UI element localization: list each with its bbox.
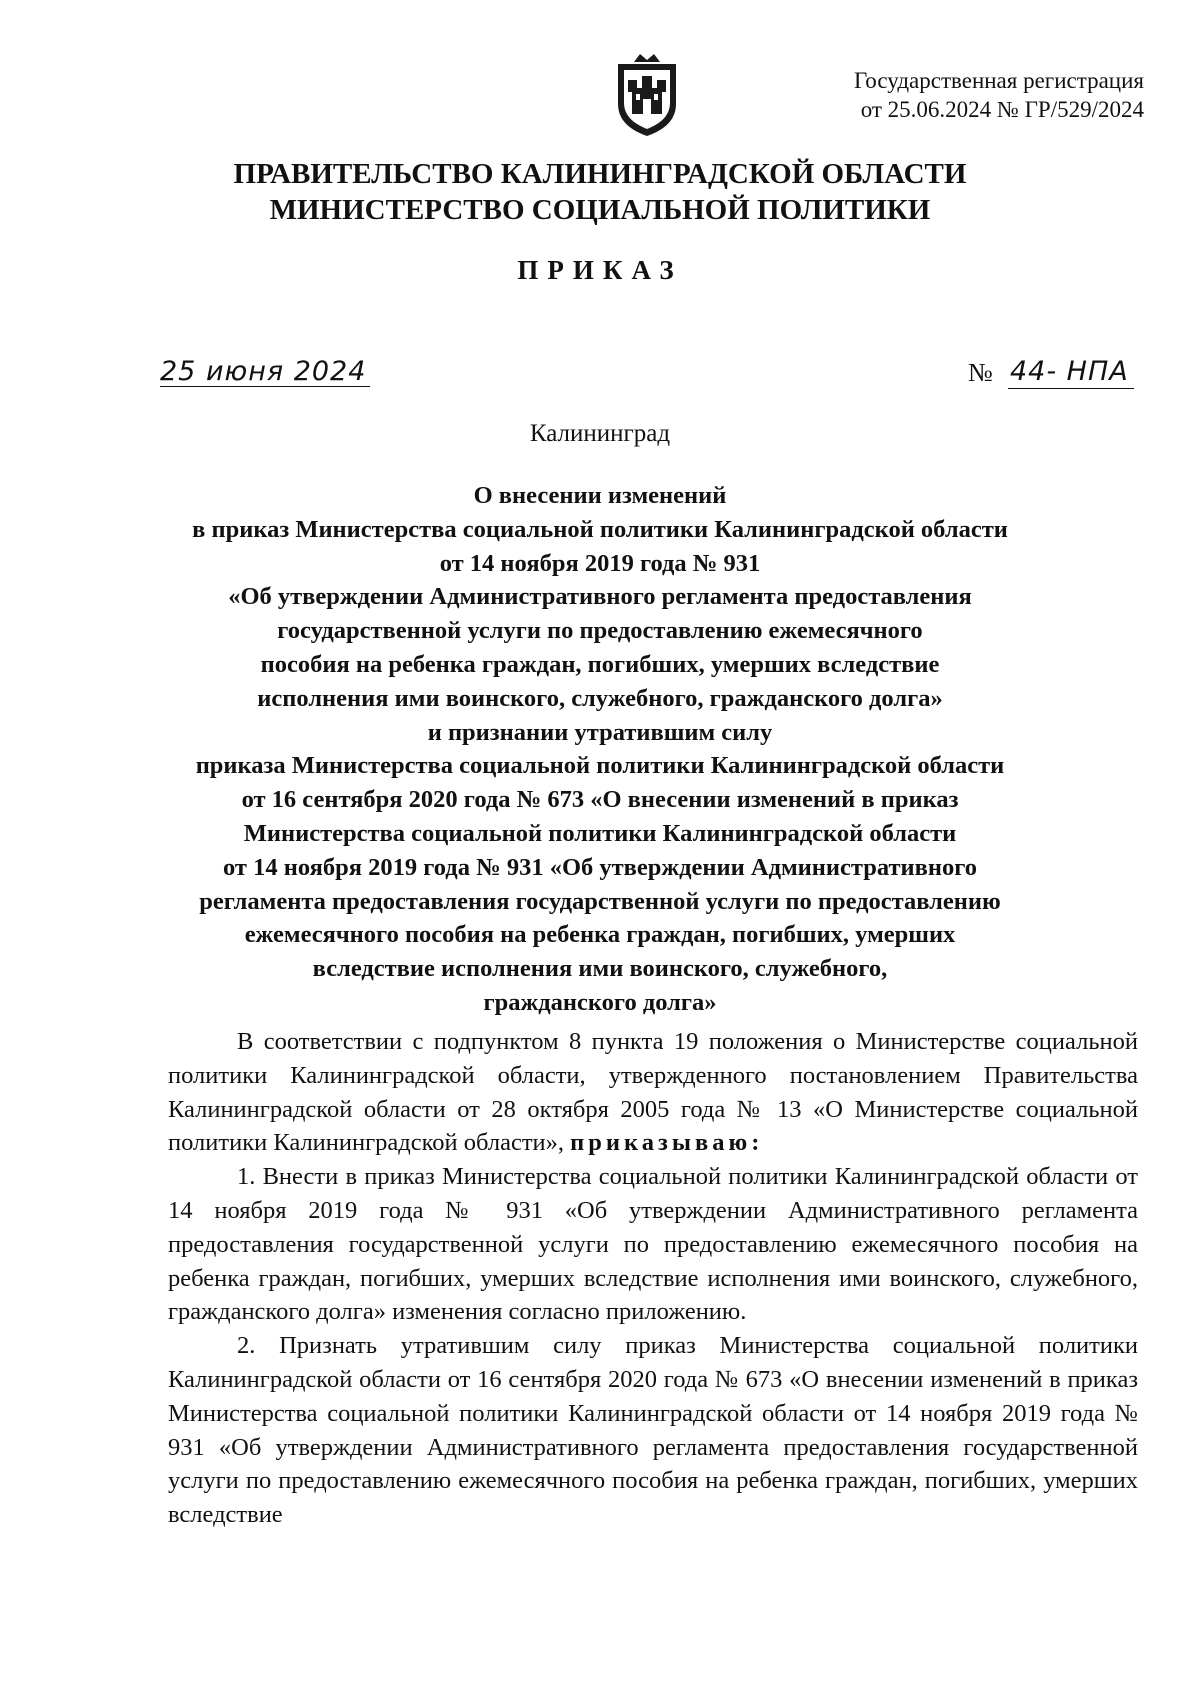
- title-line: О внесении изменений: [473, 482, 727, 509]
- registration-line-2: от 25.06.2024 № ГР/529/2024: [860, 97, 1144, 122]
- registration-line-1: Государственная регистрация: [854, 68, 1144, 93]
- title-line: от 16 сентября 2020 года № 673 «О внесении изменений в приказ: [241, 786, 959, 814]
- title-line: и признании утратившим силу: [427, 718, 773, 746]
- registration-stamp: [854, 66, 1144, 124]
- title-line: Министерства социальной политики Калининградской области: [243, 819, 957, 847]
- title-line: регламента предоставления государственной услуги по предоставлению: [199, 887, 1001, 915]
- coat-of-arms-emblem: [612, 54, 682, 138]
- order-word: приказываю:: [570, 1129, 764, 1157]
- preamble-paragraph: [168, 1025, 1138, 1160]
- title-line: от 14 ноября 2019 года № 931 «Об утверждении Административного: [223, 853, 977, 881]
- title-line: ежемесячного пособия на ребенка граждан, погибших, умерших: [244, 921, 956, 949]
- item-1-paragraph: 1. Внести в приказ Министерства социальной политики Калининградской области от 14 ноября 2019 года № 931 «Об утверждении Административного регламента предоставления государственной услуги по предоставлению ежемесячного пособия на ребенка граждан, погибших, умерших вследствие исполнения ими воинского, служебного, гражданского долга» изменения согласно приложению.: [168, 1163, 1138, 1326]
- city: Калининград: [529, 420, 671, 447]
- date-underline: [160, 386, 370, 387]
- item-2-paragraph: 2. Признать утратившим силу приказ Министерства социальной политики Калининградской области от 16 сентября 2020 года № 673 «О внесении изменений в приказ Министерства социальной политики Калининградской области от 14 ноября 2019 года № 931 «Об утверждении Административного регламента предоставления государственной услуги по предоставлению ежемесячного пособия на ребенка граждан, погибших, умерших вследствие: [168, 1332, 1138, 1529]
- issuer-header: [0, 156, 1200, 228]
- title-line: государственной услуги по предоставлению ежемесячного: [277, 617, 923, 645]
- title-line: гражданского долга»: [483, 988, 717, 1016]
- title-line: исполнения ими воинского, служебного, гражданского долга»: [257, 684, 943, 712]
- document-type: ПРИКАЗ: [517, 255, 683, 285]
- handwritten-date: 25 июня 2024: [160, 356, 367, 387]
- title-line: вследствие исполнения ими воинского, служебного,: [312, 955, 888, 983]
- title-line: пособия на ребенка граждан, погибших, умерших вследствие: [260, 650, 940, 678]
- title-line: приказа Министерства социальной политики Калининградской области: [195, 752, 1005, 780]
- title-line: от 14 ноября 2019 года № 931: [439, 549, 761, 577]
- government-name: ПРАВИТЕЛЬСТВО КАЛИНИНГРАДСКОЙ ОБЛАСТИ: [233, 158, 967, 190]
- ministry-name: МИНИСТЕРСТВО СОЦИАЛЬНОЙ ПОЛИТИКИ: [269, 194, 931, 226]
- title-line: в приказ Министерства социальной политики Калининградской области: [192, 515, 1008, 543]
- document-body: [168, 1025, 1138, 1532]
- number-label: №: [968, 358, 993, 387]
- preamble-text: В соответствии с подпунктом 8 пункта 19 положения о Министерстве социальной политики Калининградской области, утвержденного постановлением Правительства Калининградской области от 28 октября 2005 года № 13 «О Министерстве социальной политики Калининградской области»,: [168, 1028, 1138, 1157]
- title-line: «Об утверждении Административного регламента предоставления: [228, 583, 972, 611]
- handwritten-number: 44- НПА: [1010, 356, 1129, 387]
- document-title: [110, 479, 1090, 1020]
- number-underline: [1008, 388, 1134, 389]
